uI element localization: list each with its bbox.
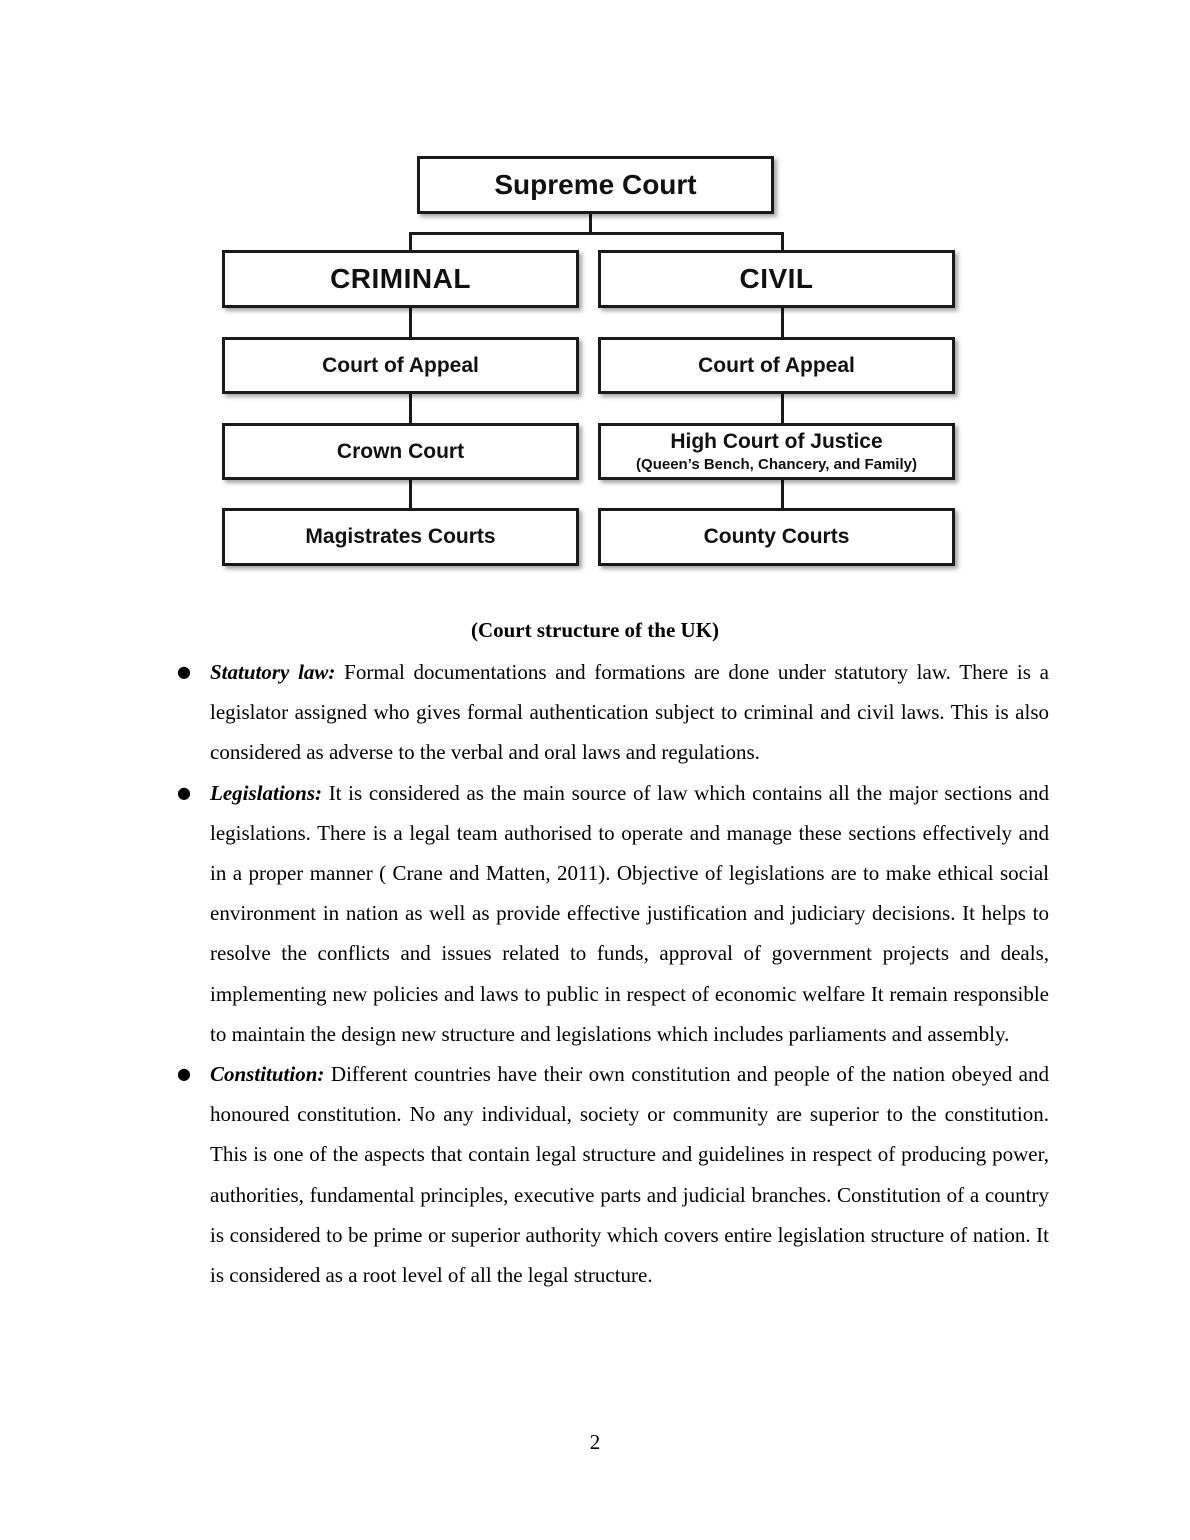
bullet-text: Different countries have their own constitution and people of the nation obeyed and honoured constitution. No any individual, society or community are superior to the constitution. This is one of the aspects that contain legal structure and guidelines in respect of producing power, authorities, fundamental principles, executive parts and judicial branches. Constitution of a country is considered to be prime or superior authority which covers entire legislation structure of nation. It is considered as a root level of all the legal structure.	[210, 1062, 1049, 1288]
high-court-label: High Court of Justice	[670, 430, 883, 453]
magistrates-courts-box	[222, 508, 579, 566]
magistrates-courts-label: Magistrates Courts	[305, 525, 496, 548]
bullet-icon: ●	[177, 662, 191, 681]
criminal-branch-label: CRIMINAL	[330, 263, 471, 294]
connector-line	[409, 232, 784, 235]
bullet-icon: ●	[177, 782, 191, 802]
connector-line	[409, 232, 412, 252]
bullet-text: It is considered as the main source of law which contains all the major sections and legislations. There is a legal team authorised to operate and manage these sections effectively and in a proper manner ( Crane and Matten, 2011). Objective of legislations are to make ethical social environment in nation as well as provide effective justification and judiciary decisions. It helps to resolve the conflicts and issues related to funds, approval of government projects and deals, implementing new policies and laws to public in respect of economic welfare It remain responsible to maintain the design new structure and legislations which includes parliaments and assembly.	[210, 780, 1050, 1046]
bullet-term: Constitution:	[210, 1062, 325, 1087]
bullet-term: Statutory law:	[210, 660, 336, 684]
crown-court-box	[222, 423, 579, 480]
connector-line	[409, 393, 412, 424]
court-structure-diagram	[0, 0, 1190, 600]
civil-branch-label: CIVIL	[739, 263, 814, 294]
list-item	[177, 1054, 1049, 1295]
civil-branch-box	[598, 250, 955, 308]
supreme-court-label: Supreme Court	[494, 169, 697, 200]
figure-caption: (Court structure of the UK)	[470, 618, 720, 642]
criminal-court-of-appeal-box	[222, 337, 579, 394]
connector-line	[409, 479, 412, 509]
bullet-term: Legislations:	[210, 780, 323, 805]
connector-line	[781, 393, 784, 424]
civil-court-of-appeal-box	[598, 337, 955, 394]
connector-line	[781, 479, 784, 509]
list-item	[177, 773, 1050, 1054]
high-court-divisions: (Queen’s Bench, Chancery, and Family)	[636, 456, 917, 473]
connector-line	[781, 307, 784, 338]
criminal-court-of-appeal-label: Court of Appeal	[322, 353, 479, 377]
crown-court-label: Crown Court	[336, 439, 465, 463]
supreme-court-box	[417, 156, 774, 214]
bullet-list	[0, 652, 1190, 1295]
criminal-branch-box	[222, 250, 579, 308]
bullet-text: Formal documentations and formations are done under statutory law. There is a legislator assigned who gives formal authentication subject to criminal and civil laws. This is also considered as adverse to the verbal and oral laws and regulations.	[210, 660, 1049, 765]
connector-line	[409, 307, 412, 338]
list-item	[177, 652, 1049, 773]
high-court-box	[598, 423, 955, 480]
civil-court-of-appeal-label: Court of Appeal	[698, 353, 855, 377]
county-courts-box	[598, 508, 955, 566]
bullet-icon: ●	[177, 1064, 191, 1084]
county-courts-label: County Courts	[703, 525, 850, 548]
page-number: 2	[589, 1430, 601, 1454]
connector-line	[781, 232, 784, 252]
